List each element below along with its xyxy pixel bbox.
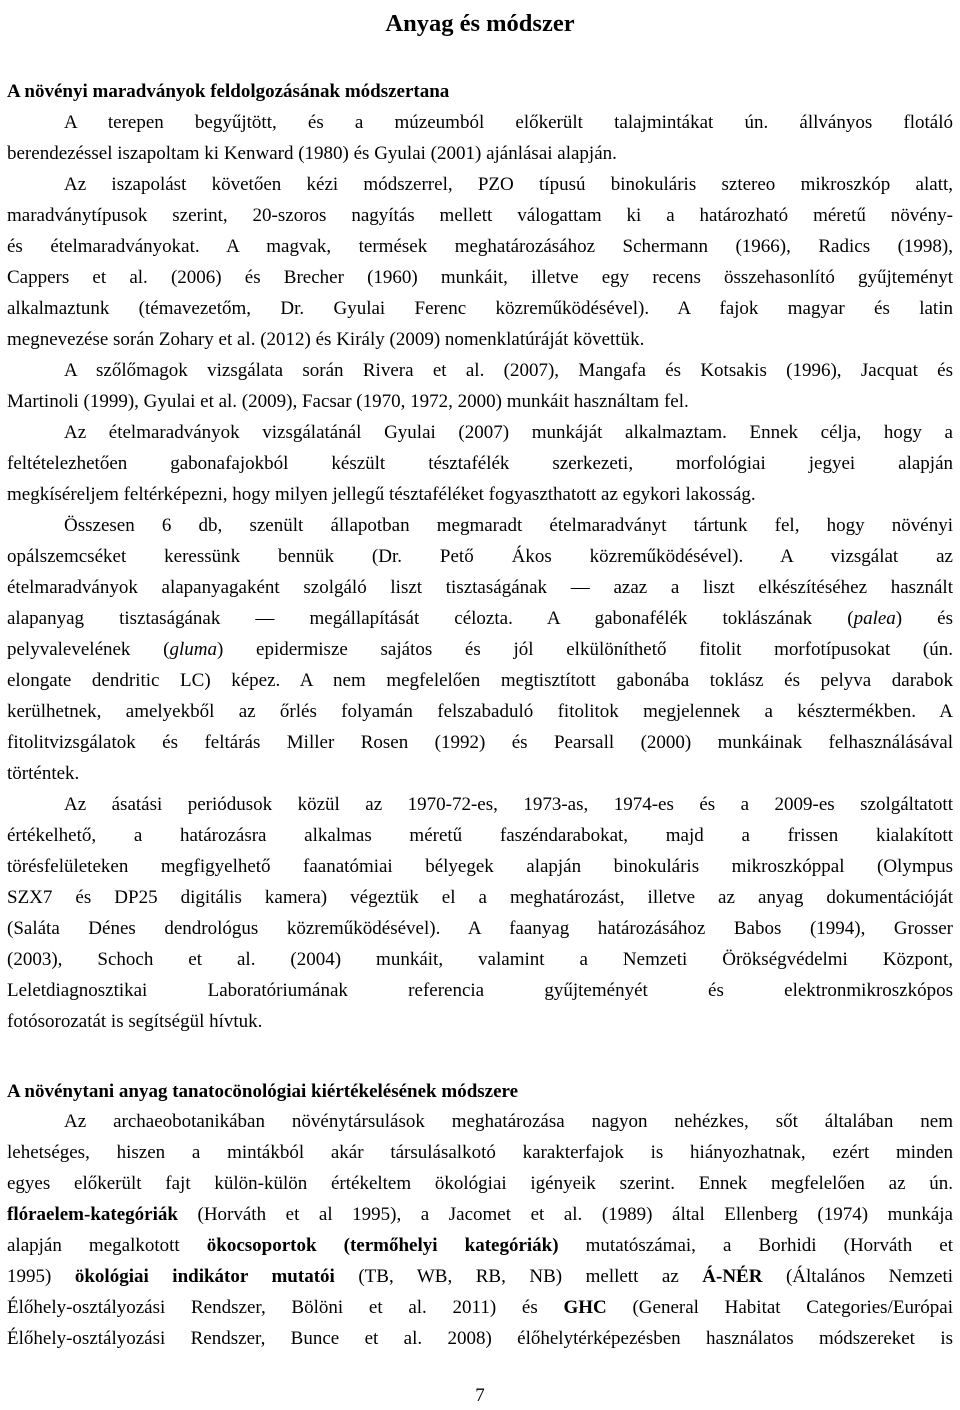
section-title-methods-processing: A növényi maradványok feldolgozásának módszertana bbox=[7, 81, 450, 102]
bold-term: ökológiai indikátor mutatói bbox=[74, 1266, 335, 1287]
body-line-text: mutatószámai, a Borhidi (Horváth et bbox=[558, 1235, 953, 1256]
body-line: A szőlőmagok vizsgálata során Rivera et al. (2007), Mangafa és Kotsakis (1996), Jacquat és bbox=[64, 360, 953, 381]
body-line-text: ) és bbox=[895, 608, 953, 629]
bold-term: flóraelem-kategóriák bbox=[7, 1204, 178, 1225]
body-line: Élőhely-osztályozási Rendszer, Bunce et al. 2008) élőhelytérképezésben használatos módszereket is bbox=[7, 1328, 953, 1349]
section2-body bbox=[7, 1106, 953, 1354]
body-line bbox=[7, 634, 953, 665]
body-line: alkalmaztunk (témavezetőm, Dr. Gyulai Ferenc közreműködésével). A fajok magyar és latin bbox=[7, 298, 953, 319]
body-line-text: alapján megalkotott bbox=[7, 1235, 207, 1256]
bold-term: Á-NÉR bbox=[702, 1266, 763, 1287]
body-line-text: (Általános Nemzeti bbox=[762, 1266, 953, 1287]
body-line: (Saláta Dénes dendrológus közreműködésével). A faanyag határozásához Babos (1994), Grosser bbox=[7, 918, 953, 939]
body-line bbox=[7, 1230, 953, 1261]
section-title-tanatocenology: A növénytani anyag tanatocönológiai kiértékelésének módszere bbox=[7, 1081, 519, 1102]
body-line: Az ételmaradványok vizsgálatánál Gyulai (2007) munkáját alkalmaztam. Ennek célja, hogy a bbox=[64, 422, 953, 443]
body-line: Az ásatási periódusok közül az 1970-72-es, 1973-as, 1974-es és a 2009-es szolgáltatott bbox=[64, 794, 953, 815]
body-line-text: (General Habitat Categories/Európai bbox=[606, 1297, 953, 1318]
body-line: Az archaeobotanikában növénytársulások meghatározása nagyon nehézkes, sőt általában nem bbox=[64, 1111, 953, 1132]
body-line: megnevezése során Zohary et al. (2012) és Király (2009) nomenklatúráját követtük. bbox=[7, 329, 645, 350]
body-line: feltételezhetően gabonafajokból készült tésztafélék szerkezeti, morfológiai jegyei alapján bbox=[7, 453, 953, 474]
body-line: történtek. bbox=[7, 763, 80, 784]
body-line bbox=[7, 1292, 953, 1323]
section1-body bbox=[7, 107, 953, 1037]
body-line: ételmaradványok alapanyagaként szolgáló liszt tisztaságának — azaz a liszt elkészítéséhez használt bbox=[7, 577, 953, 598]
body-line: fitolitvizsgálatok és feltárás Miller Rosen (1992) és Pearsall (2000) munkáinak felhasználásával bbox=[7, 732, 953, 753]
body-line-text: (Horváth et al 1995), a Jacomet et al. (1989) által Ellenberg (1974) munkája bbox=[177, 1204, 953, 1225]
latin-term-gluma: gluma bbox=[169, 639, 217, 660]
body-line: Cappers et al. (2006) és Brecher (1960) munkáit, illetve egy recens összehasonlító gyűjteményt bbox=[7, 267, 953, 288]
body-line: kerülhetnek, amelyekből az őrlés folyamán felszabaduló fitolitok megjelennek a késztermékben. A bbox=[7, 701, 953, 722]
body-line: Összesen 6 db, szenült állapotban megmaradt ételmaradványt tártunk fel, hogy növényi bbox=[64, 515, 953, 536]
body-line: berendezéssel iszapoltam ki Kenward (1980) és Gyulai (2001) ajánlásai alapján. bbox=[7, 143, 617, 164]
body-line: megkíséreljem feltérképezni, hogy milyen jellegű tésztaféléket fogyaszthatott az egykori lakosság. bbox=[7, 484, 756, 505]
body-line: SZX7 és DP25 digitális kamera) végeztük el a meghatározást, illetve az anyag dokumentációját bbox=[7, 887, 953, 908]
body-line-text: pelyvalevelének ( bbox=[7, 639, 170, 660]
body-line-text: alapanyag tisztaságának — megállapítását célozta. A gabonafélék toklászának ( bbox=[7, 608, 854, 629]
body-line-text: (TB, WB, RB, NB) mellett az bbox=[334, 1266, 703, 1287]
body-line: és ételmaradványokat. A magvak, termések meghatározásához Schermann (1966), Radics (1998), bbox=[7, 236, 953, 257]
body-line-text: ) epidermisze sajátos és jól elkülöníthető fitolit morfotípusokat (ún. bbox=[216, 639, 953, 660]
bold-term: ökocsoportok (termőhelyi kategóriák) bbox=[206, 1235, 559, 1256]
body-line-text: Élőhely-osztályozási Rendszer, Bölöni et al. 2011) és bbox=[7, 1297, 564, 1318]
body-line: Az iszapolást követően kézi módszerrel, PZO típusú binokuláris sztereo mikroszkóp alatt, bbox=[64, 174, 953, 195]
body-line: lehetséges, hiszen a mintákból akár társulásalkotó karakterfajok is hiányozhatnak, ezért minden bbox=[7, 1142, 953, 1163]
body-line: törésfelületeken megfigyelhető faanatómiai bélyegek alapján binokuláris mikroszkóppal (Olympus bbox=[7, 856, 953, 877]
page-number: 7 bbox=[475, 1385, 485, 1406]
body-line: maradványtípusok szerint, 20-szoros nagyítás mellett válogattam ki a határozható méretű növény- bbox=[7, 205, 953, 226]
chapter-title: Anyag és módszer bbox=[385, 10, 575, 37]
body-line bbox=[7, 1261, 953, 1292]
body-line: elongate dendritic LC) képez. A nem megfelelően megtisztított gabonába toklász és pelyva darabok bbox=[7, 670, 953, 691]
body-line: Leletdiagnosztikai Laboratóriumának referencia gyűjteményét és elektronmikroszkópos bbox=[7, 980, 953, 1001]
latin-term-palea: palea bbox=[853, 608, 896, 629]
body-line bbox=[7, 1199, 953, 1230]
body-line: egyes előkerült fajt külön-külön értékeltem ökológiai igényeik szerint. Ennek megfelelően az ún. bbox=[7, 1173, 953, 1194]
body-line: opálszemcséket keressünk bennük (Dr. Pető Ákos közreműködésével). A vizsgálat az bbox=[7, 546, 953, 567]
body-line: Martinoli (1999), Gyulai et al. (2009), Facsar (1970, 1972, 2000) munkáit használtam fel. bbox=[7, 391, 689, 412]
bold-term: GHC bbox=[563, 1297, 607, 1318]
body-line: értékelhető, a határozásra alkalmas méretű faszéndarabokat, majd a frissen kialakított bbox=[7, 825, 953, 846]
body-line: (2003), Schoch et al. (2004) munkáit, valamint a Nemzeti Örökségvédelmi Központ, bbox=[7, 949, 953, 970]
body-line: fotósorozatát is segítségül hívtuk. bbox=[7, 1011, 263, 1032]
body-line-text: 1995) bbox=[7, 1266, 75, 1287]
body-line bbox=[7, 603, 953, 634]
body-line: A terepen begyűjtött, és a múzeumból előkerült talajmintákat ún. állványos flotáló bbox=[64, 112, 953, 133]
